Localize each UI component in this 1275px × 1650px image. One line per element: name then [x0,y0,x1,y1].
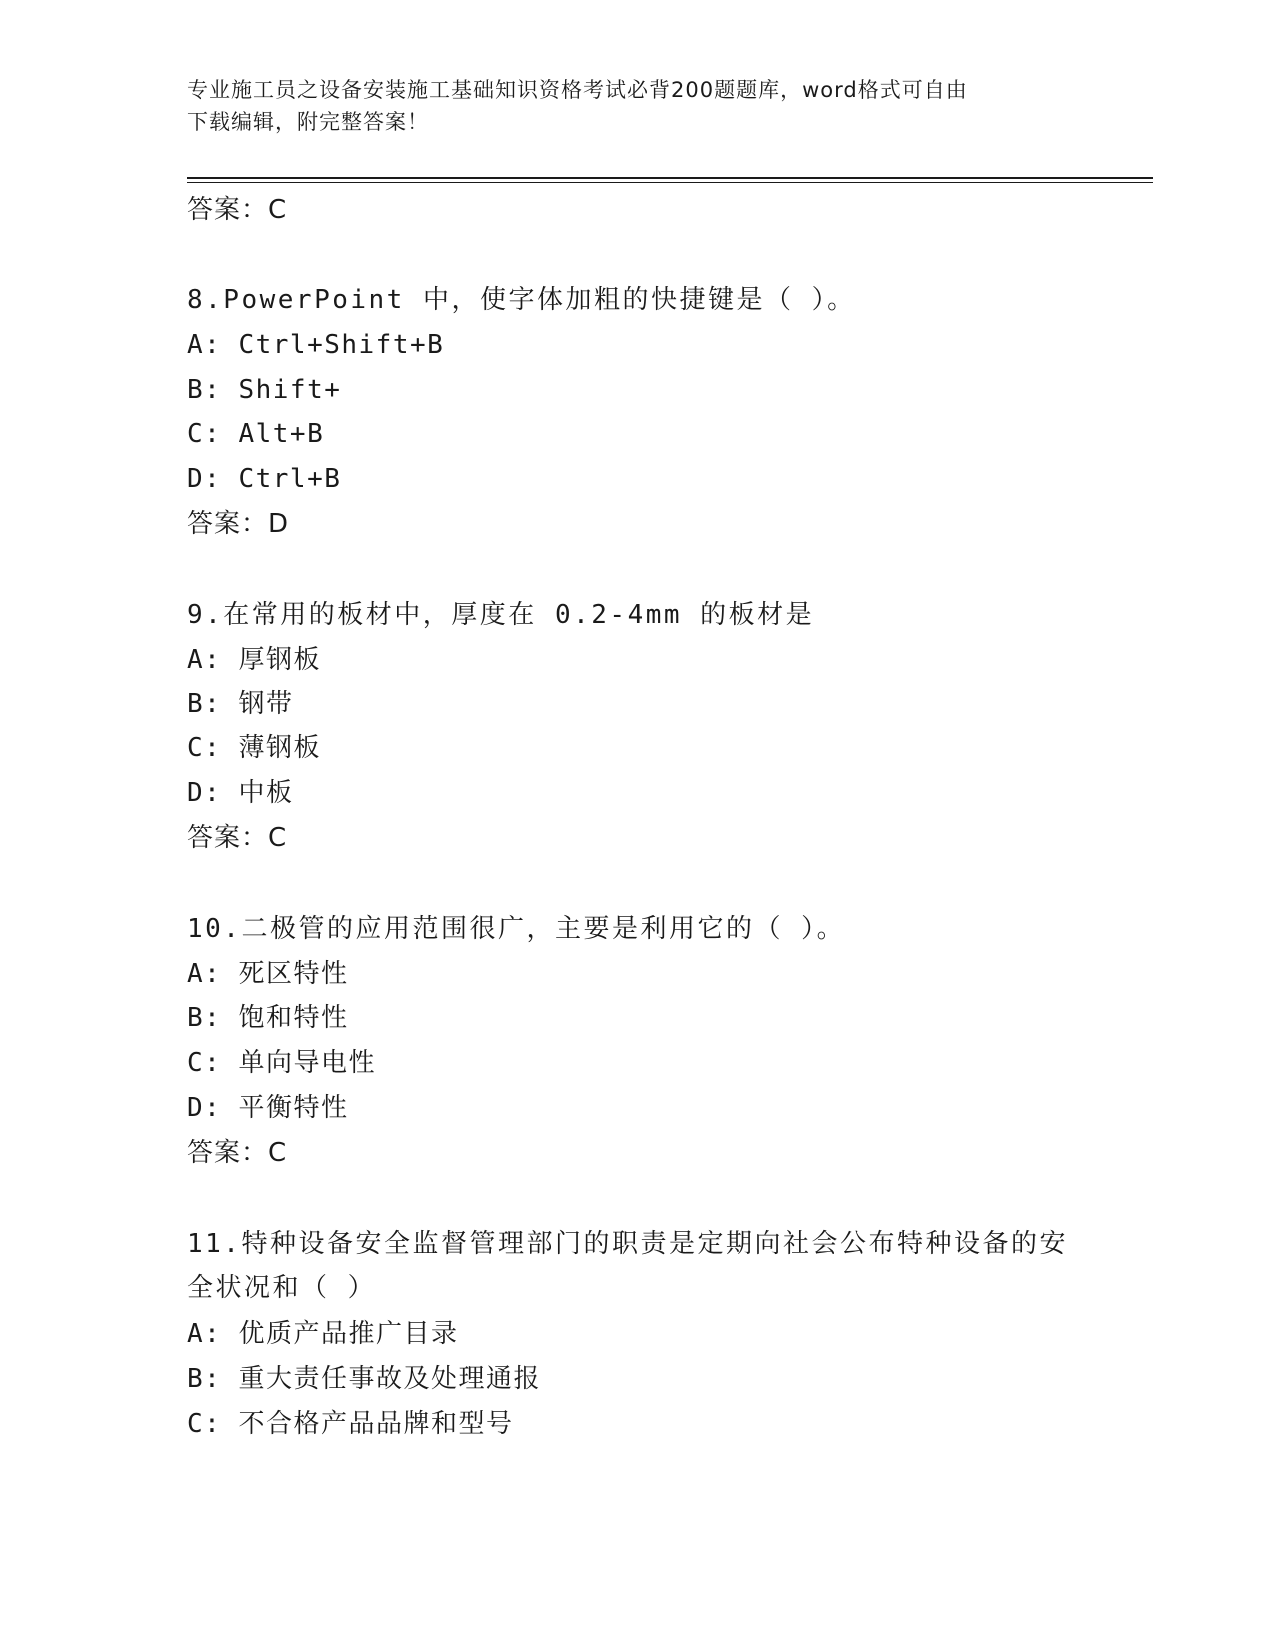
option-9c: C: 薄钢板 [187,733,321,763]
answer-q9: 答案：C [187,823,288,853]
header-rule-thick [187,177,1153,179]
answer-q10: 答案：C [187,1138,288,1168]
question-10: 10.二极管的应用范围很广，主要是利用它的（ ）。 [187,914,846,944]
header-rule-thin [187,182,1153,183]
option-9a: A: 厚钢板 [187,645,321,675]
option-10b: B: 饱和特性 [187,1003,349,1033]
option-10d: D: 平衡特性 [187,1093,349,1123]
option-8c: C: Alt+B [187,419,325,449]
header-line-1: 专业施工员之设备安装施工基础知识资格考试必背200题题库，word格式可自由 [187,78,968,102]
option-11b: B: 重大责任事故及处理通报 [187,1364,541,1394]
question-9: 9.在常用的板材中，厚度在 0.2-4mm 的板材是 [187,600,815,630]
question-11-line-2: 全状况和（ ） [187,1273,377,1303]
header-line-2: 下载编辑，附完整答案！ [187,110,429,134]
option-11a: A: 优质产品推广目录 [187,1319,459,1349]
question-8: 8.PowerPoint 中，使字体加粗的快捷键是（ ）。 [187,285,856,315]
option-8d: D: Ctrl+B [187,464,342,494]
answer-q7: 答案：C [187,195,288,225]
option-10c: C: 单向导电性 [187,1048,376,1078]
option-11c: C: 不合格产品品牌和型号 [187,1409,514,1439]
option-8a: A: Ctrl+Shift+B [187,330,445,360]
option-9d: D: 中板 [187,778,294,808]
answer-q8: 答案：D [187,509,290,539]
page-header [187,74,1077,138]
option-8b: B: Shift+ [187,375,342,405]
option-10a: A: 死区特性 [187,959,349,989]
question-11-line-1: 11.特种设备安全监督管理部门的职责是定期向社会公布特种设备的安 [187,1229,1068,1259]
option-9b: B: 钢带 [187,689,294,719]
